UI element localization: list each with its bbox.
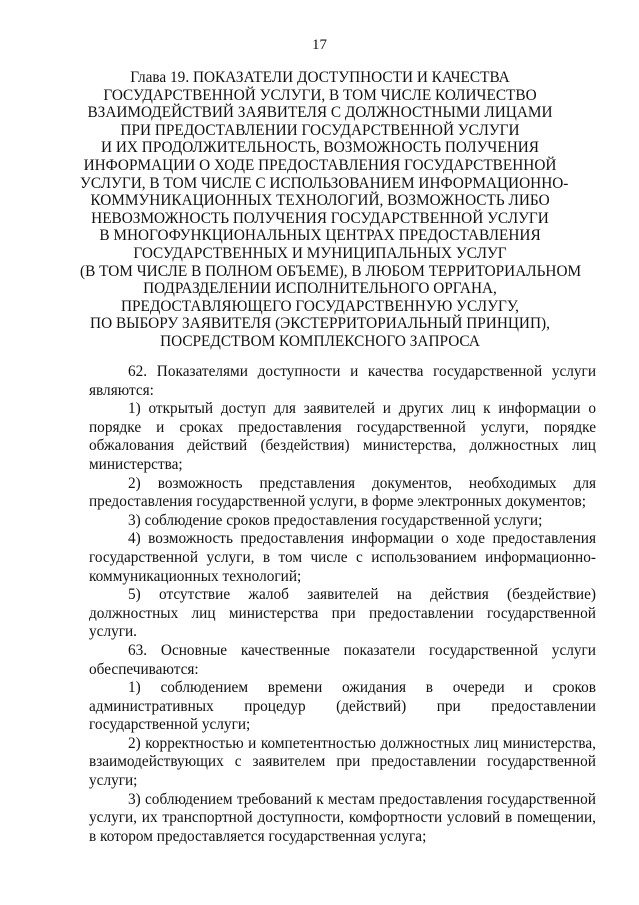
- paragraph-62-item-1: 1) открытый доступ для заявителей и других лиц к информации о порядке и сроках предоставления государственной услуги, порядке обжалования действий (бездействия) министерства, должностных лиц министерства;: [89, 400, 596, 473]
- chapter-title-line: ПОСРЕДСТВОМ КОМПЛЕКСНОГО ЗАПРОСА: [160, 332, 480, 350]
- body-text: [89, 363, 596, 846]
- paragraph-62-item-2: 2) возможность представления документов, необходимых для предоставления государственной услуги, в форме электронных документов;: [89, 474, 596, 511]
- chapter-title-line: Глава 19. ПОКАЗАТЕЛИ ДОСТУПНОСТИ И КАЧЕСТВА: [130, 69, 510, 86]
- chapter-title-line: (В ТОМ ЧИСЛЕ В ПОЛНОМ ОБЪЕМЕ), В ЛЮБОМ ТЕРРИТОРИАЛЬНОМ: [80, 262, 582, 280]
- chapter-title-line: И ИХ ПРОДОЛЖИТЕЛЬНОСТЬ, ВОЗМОЖНОСТЬ ПОЛУЧЕНИЯ: [100, 139, 539, 157]
- chapter-title-line: ПО ВЫБОРУ ЗАЯВИТЕЛЯ (ЭКСТЕРРИТОРИАЛЬНЫЙ ПРИНЦИП),: [90, 315, 550, 333]
- chapter-title-line: ГОСУДАРСТВЕННОЙ УСЛУГИ, В ТОМ ЧИСЛЕ КОЛИЧЕСТВО: [103, 86, 537, 104]
- paragraph-62-item-5: 5) отсутствие жалоб заявителей на действия (бездействие) должностных лиц министерства при предоставлении государственной услуги.: [89, 586, 596, 641]
- chapter-title: [80, 69, 582, 351]
- page-number: 17: [312, 37, 327, 53]
- paragraph-62-item-4: 4) возможность предоставления информации о ходе предоставления государственной услуги, в том числе с использованием информационно-коммуникационных технологий;: [89, 530, 596, 585]
- chapter-title-line: ИНФОРМАЦИИ О ХОДЕ ПРЕДОСТАВЛЕНИЯ ГОСУДАРСТВЕННОЙ: [83, 156, 557, 174]
- chapter-title-line: НЕВОЗМОЖНОСТЬ ПОЛУЧЕНИЯ ГОСУДАРСТВЕННОЙ УСЛУГИ: [91, 209, 549, 227]
- chapter-title-line: ПРИ ПРЕДОСТАВЛЕНИИ ГОСУДАРСТВЕННОЙ УСЛУГИ: [120, 121, 520, 139]
- chapter-title-line: ГОСУДАРСТВЕННЫХ И МУНИЦИПАЛЬНЫХ УСЛУГ: [133, 244, 507, 262]
- chapter-title-line: КОММУНИКАЦИОННЫХ ТЕХНОЛОГИЙ, ВОЗМОЖНОСТЬ ЛИБО: [90, 192, 550, 210]
- paragraph-63-item-2: 2) корректностью и компетентностью должностных лиц министерства, взаимодействующих с заявителем при предоставлении государственной услуги;: [89, 734, 596, 790]
- chapter-title-line: ПОДРАЗДЕЛЕНИИ ИСПОЛНИТЕЛЬНОГО ОРГАНА,: [143, 280, 497, 298]
- paragraph-63-intro: 63. Основные качественные показатели государственной услуги обеспечиваются:: [89, 641, 596, 678]
- paragraph-63-item-3: 3) соблюдением требований к местам предоставления государственной услуги, их транспортной доступности, комфортности условий в помещении, в котором предоставляется государственная услуга;: [89, 790, 596, 845]
- chapter-title-line: УСЛУГИ, В ТОМ ЧИСЛЕ С ИСПОЛЬЗОВАНИЕМ ИНФОРМАЦИОННО-: [80, 174, 569, 192]
- paragraph-62-intro: 62. Показателями доступности и качества государственной услуги являются:: [89, 363, 596, 399]
- chapter-title-line: В МНОГОФУНКЦИОНАЛЬНЫХ ЦЕНТРАХ ПРЕДОСТАВЛЕНИЯ: [99, 227, 541, 245]
- chapter-title-line: ВЗАИМОДЕЙСТВИЙ ЗАЯВИТЕЛЯ С ДОЛЖНОСТНЫМИ ЛИЦАМИ: [87, 104, 553, 122]
- paragraph-62-item-3: 3) соблюдение сроков предоставления государственной услуги;: [128, 511, 543, 529]
- paragraph-63-item-1: 1) соблюдением времени ожидания в очереди и сроков административных процедур (действий) при предоставлении государственной услуги;: [89, 679, 596, 734]
- chapter-title-line: ПРЕДОСТАВЛЯЮЩЕГО ГОСУДАРСТВЕННУЮ УСЛУГУ,: [120, 297, 519, 315]
